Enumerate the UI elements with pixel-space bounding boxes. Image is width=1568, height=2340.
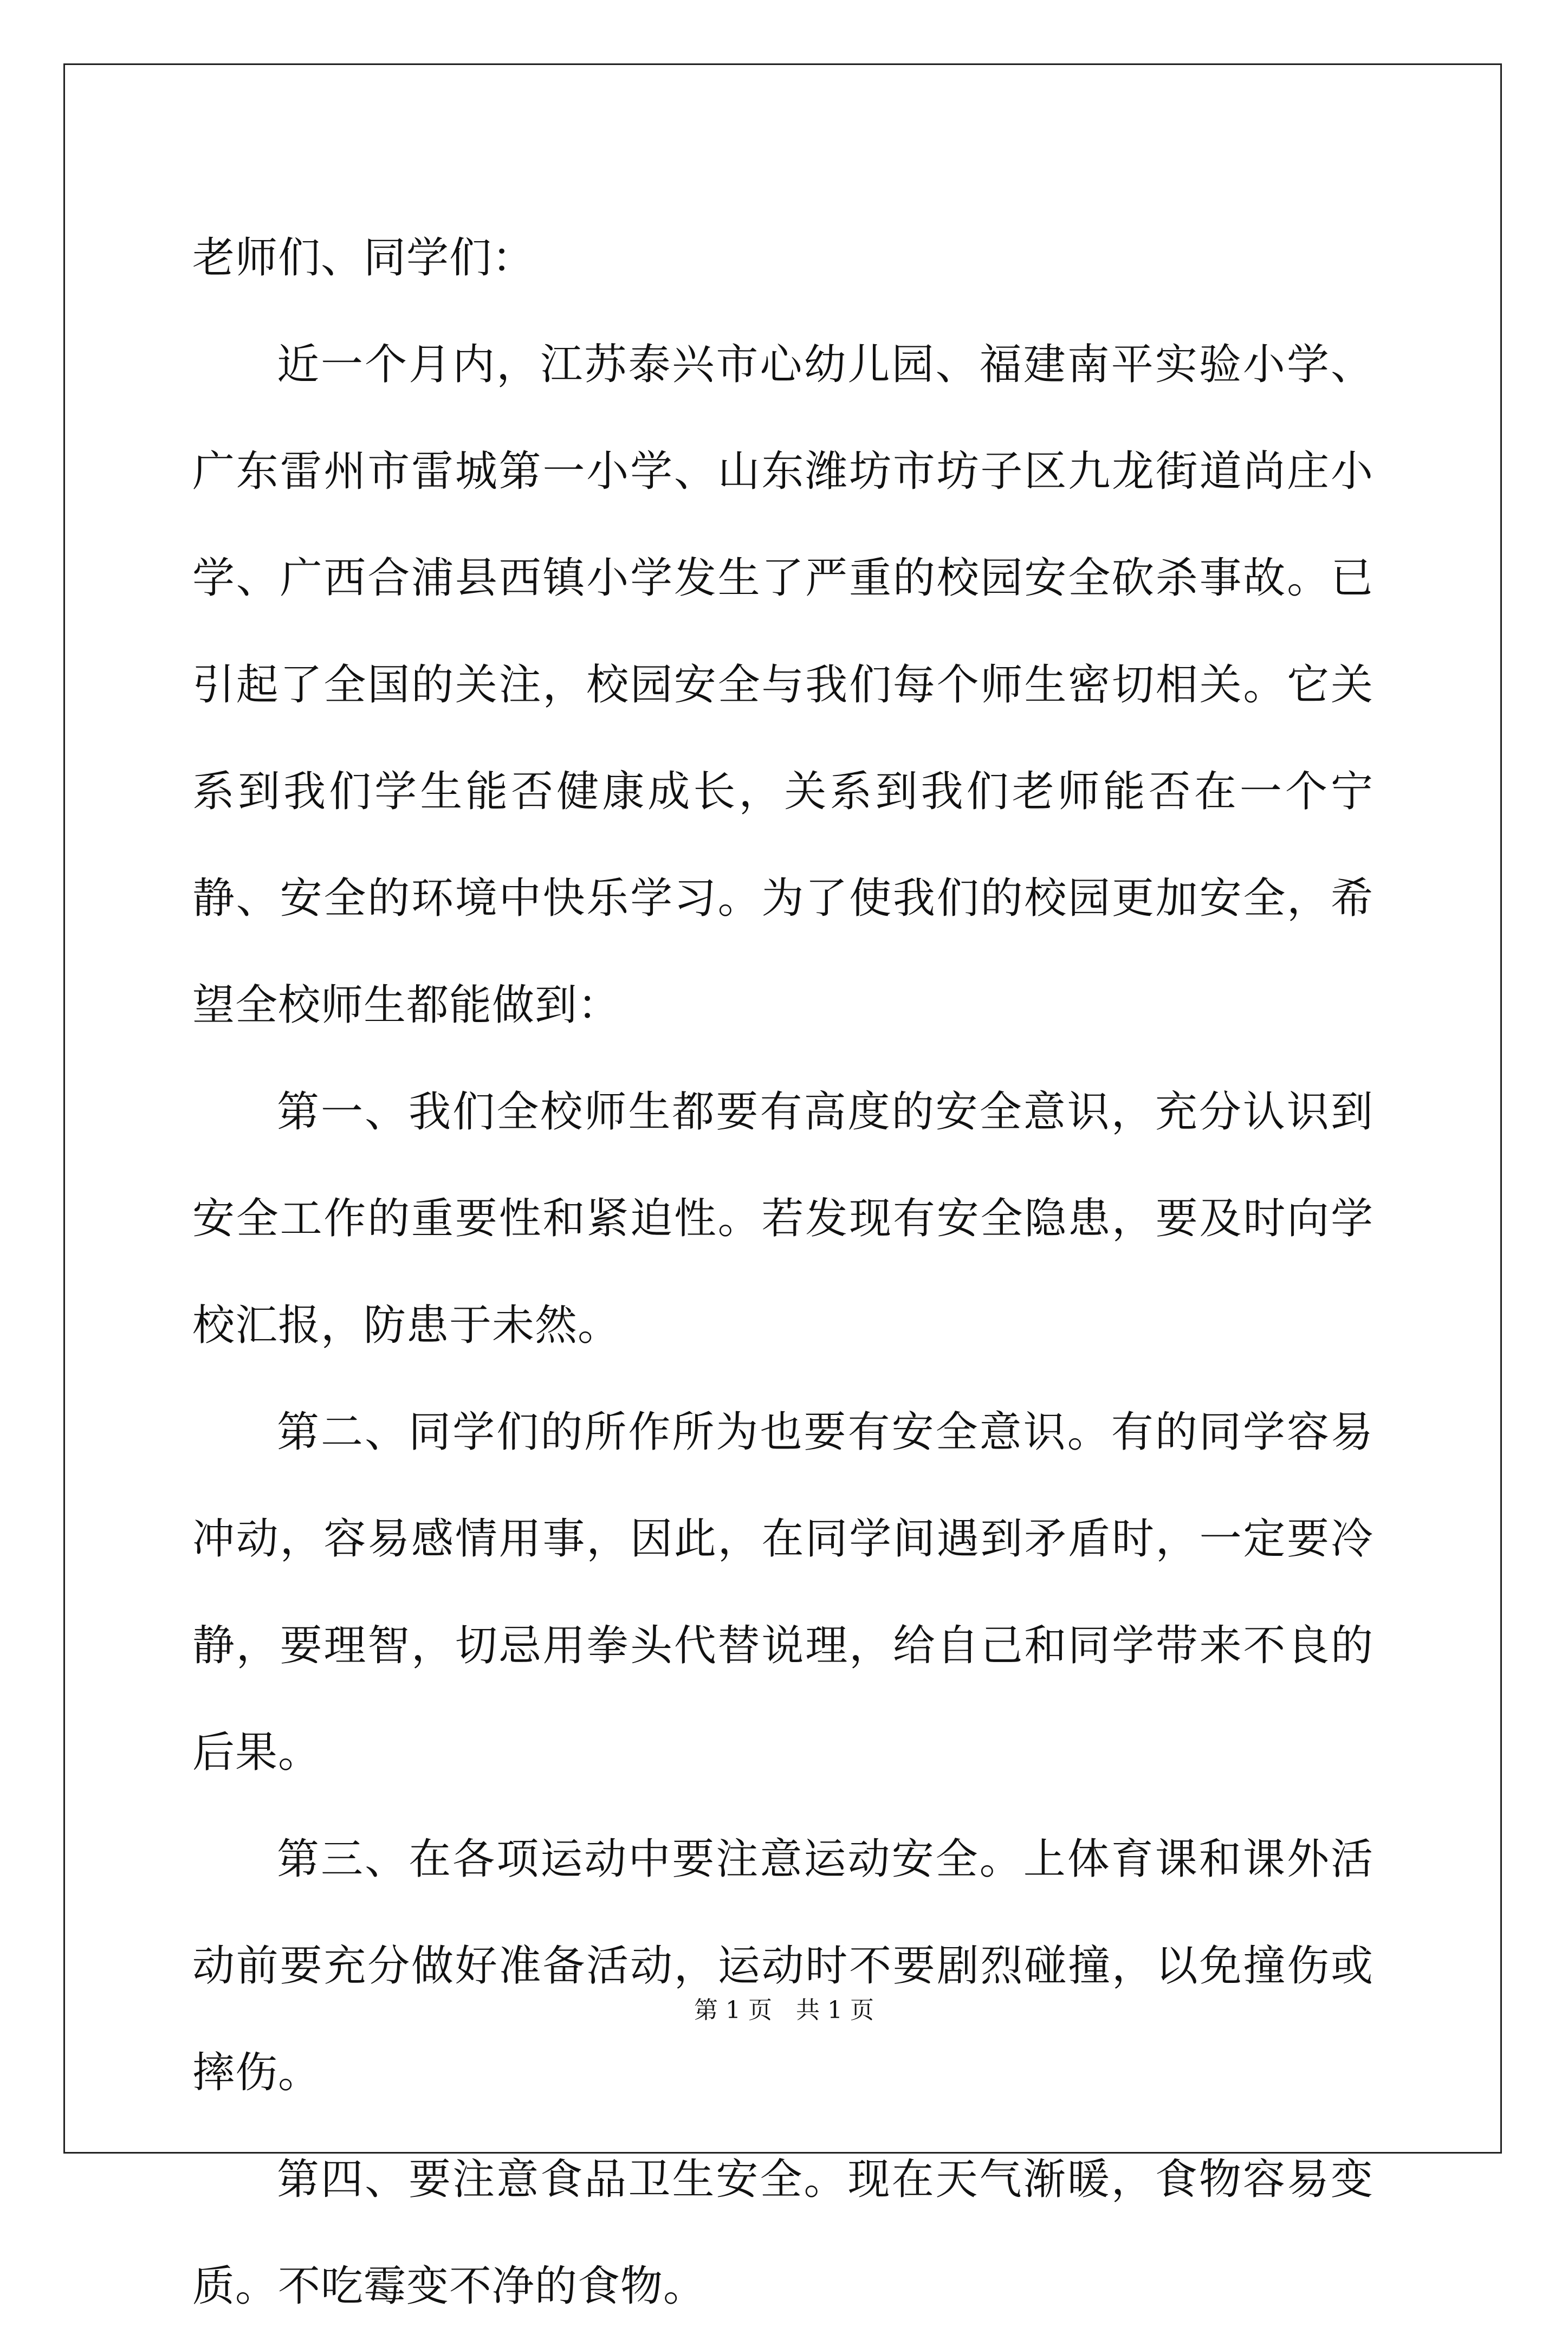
page-number-footer: 第 1 页 共 1 页 (694, 1996, 874, 2024)
salutation: 老师们、同学们： (192, 234, 535, 282)
paragraph-second: 第二、同学们的所作所为也要有安全意识。有的同学容易冲动，容易感情用事，因此，在同学间遇到矛盾时，一定要冷静，要理智，切忌用拳头代替说理，给自己和同学带来不良的后果。 (192, 1408, 1373, 1777)
paragraph-first: 第一、我们全校师生都要有高度的安全意识，充分认识到安全工作的重要性和紧迫性。若发现有安全隐患，要及时向学校汇报，防患于未然。 (192, 1088, 1373, 1350)
paragraph-intro: 近一个月内，江苏泰兴市心幼儿园、福建南平实验小学、广东雷州市雷城第一小学、山东潍坊市坊子区九龙街道尚庄小学、广西合浦县西镇小学发生了严重的校园安全砍杀事故。已引起了全国的关注，校园安全与我们每个师生密切相关。它关系到我们学生能否健康成长，关系到我们老师能否在一个宁静、安全的环境中快乐学习。为了使我们的校园更加安全，希望全校师生都能做到： (192, 340, 1373, 1030)
paragraph-fourth: 第四、要注意食品卫生安全。现在天气渐暖，食物容易变质。不吃霉变不净的食物。 (192, 2155, 1373, 2311)
paragraph-third: 第三、在各项运动中要注意运动安全。上体育课和课外活动前要充分做好准备活动，运动时不要剧烈碰撞，以免撞伤或摔伤。 (192, 1835, 1373, 2097)
